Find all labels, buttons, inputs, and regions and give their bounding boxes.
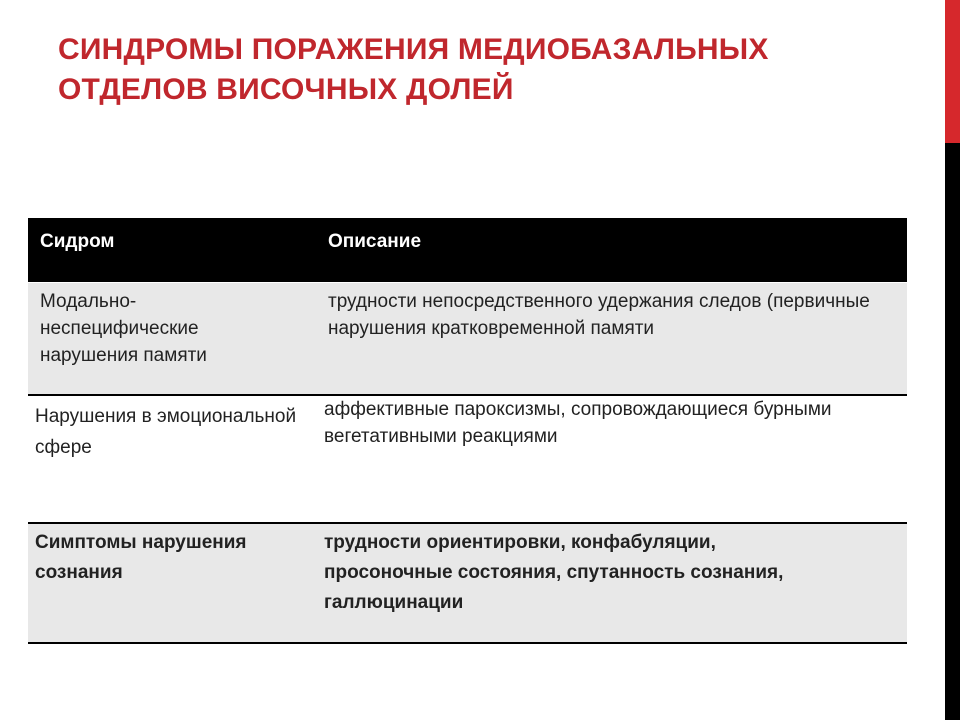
description-cell: аффективные пароксизмы, сопровождающиеся бурными вегетативными реакциями xyxy=(324,399,832,447)
description-cell: трудности ориентировки, конфабуляции, просоночные состояния, спутанность сознания, галлюцинации xyxy=(324,532,784,613)
table-row xyxy=(28,394,907,524)
table-row xyxy=(28,282,907,395)
syndrome-cell: Нарушения в эмоциональной сфере xyxy=(35,406,297,458)
table-header-row xyxy=(28,218,907,282)
table-row xyxy=(28,522,907,644)
slide-title: СИНДРОМЫ ПОРАЖЕНИЯ МЕДИОБАЗАЛЬНЫХ ОТДЕЛОВ ВИСОЧНЫХ ДОЛЕЙ xyxy=(58,33,769,106)
side-bar-red xyxy=(945,0,960,143)
header-description: Описание xyxy=(328,231,422,252)
description-cell: трудности непосредственного удержания следов (первичные нарушения кратковременной памяти xyxy=(328,291,870,339)
header-syndrome: Сидром xyxy=(40,231,115,252)
syndrome-cell: Симптомы нарушения сознания xyxy=(35,532,247,583)
syndrome-cell: Модально-неспецифические нарушения памяти xyxy=(40,291,207,366)
